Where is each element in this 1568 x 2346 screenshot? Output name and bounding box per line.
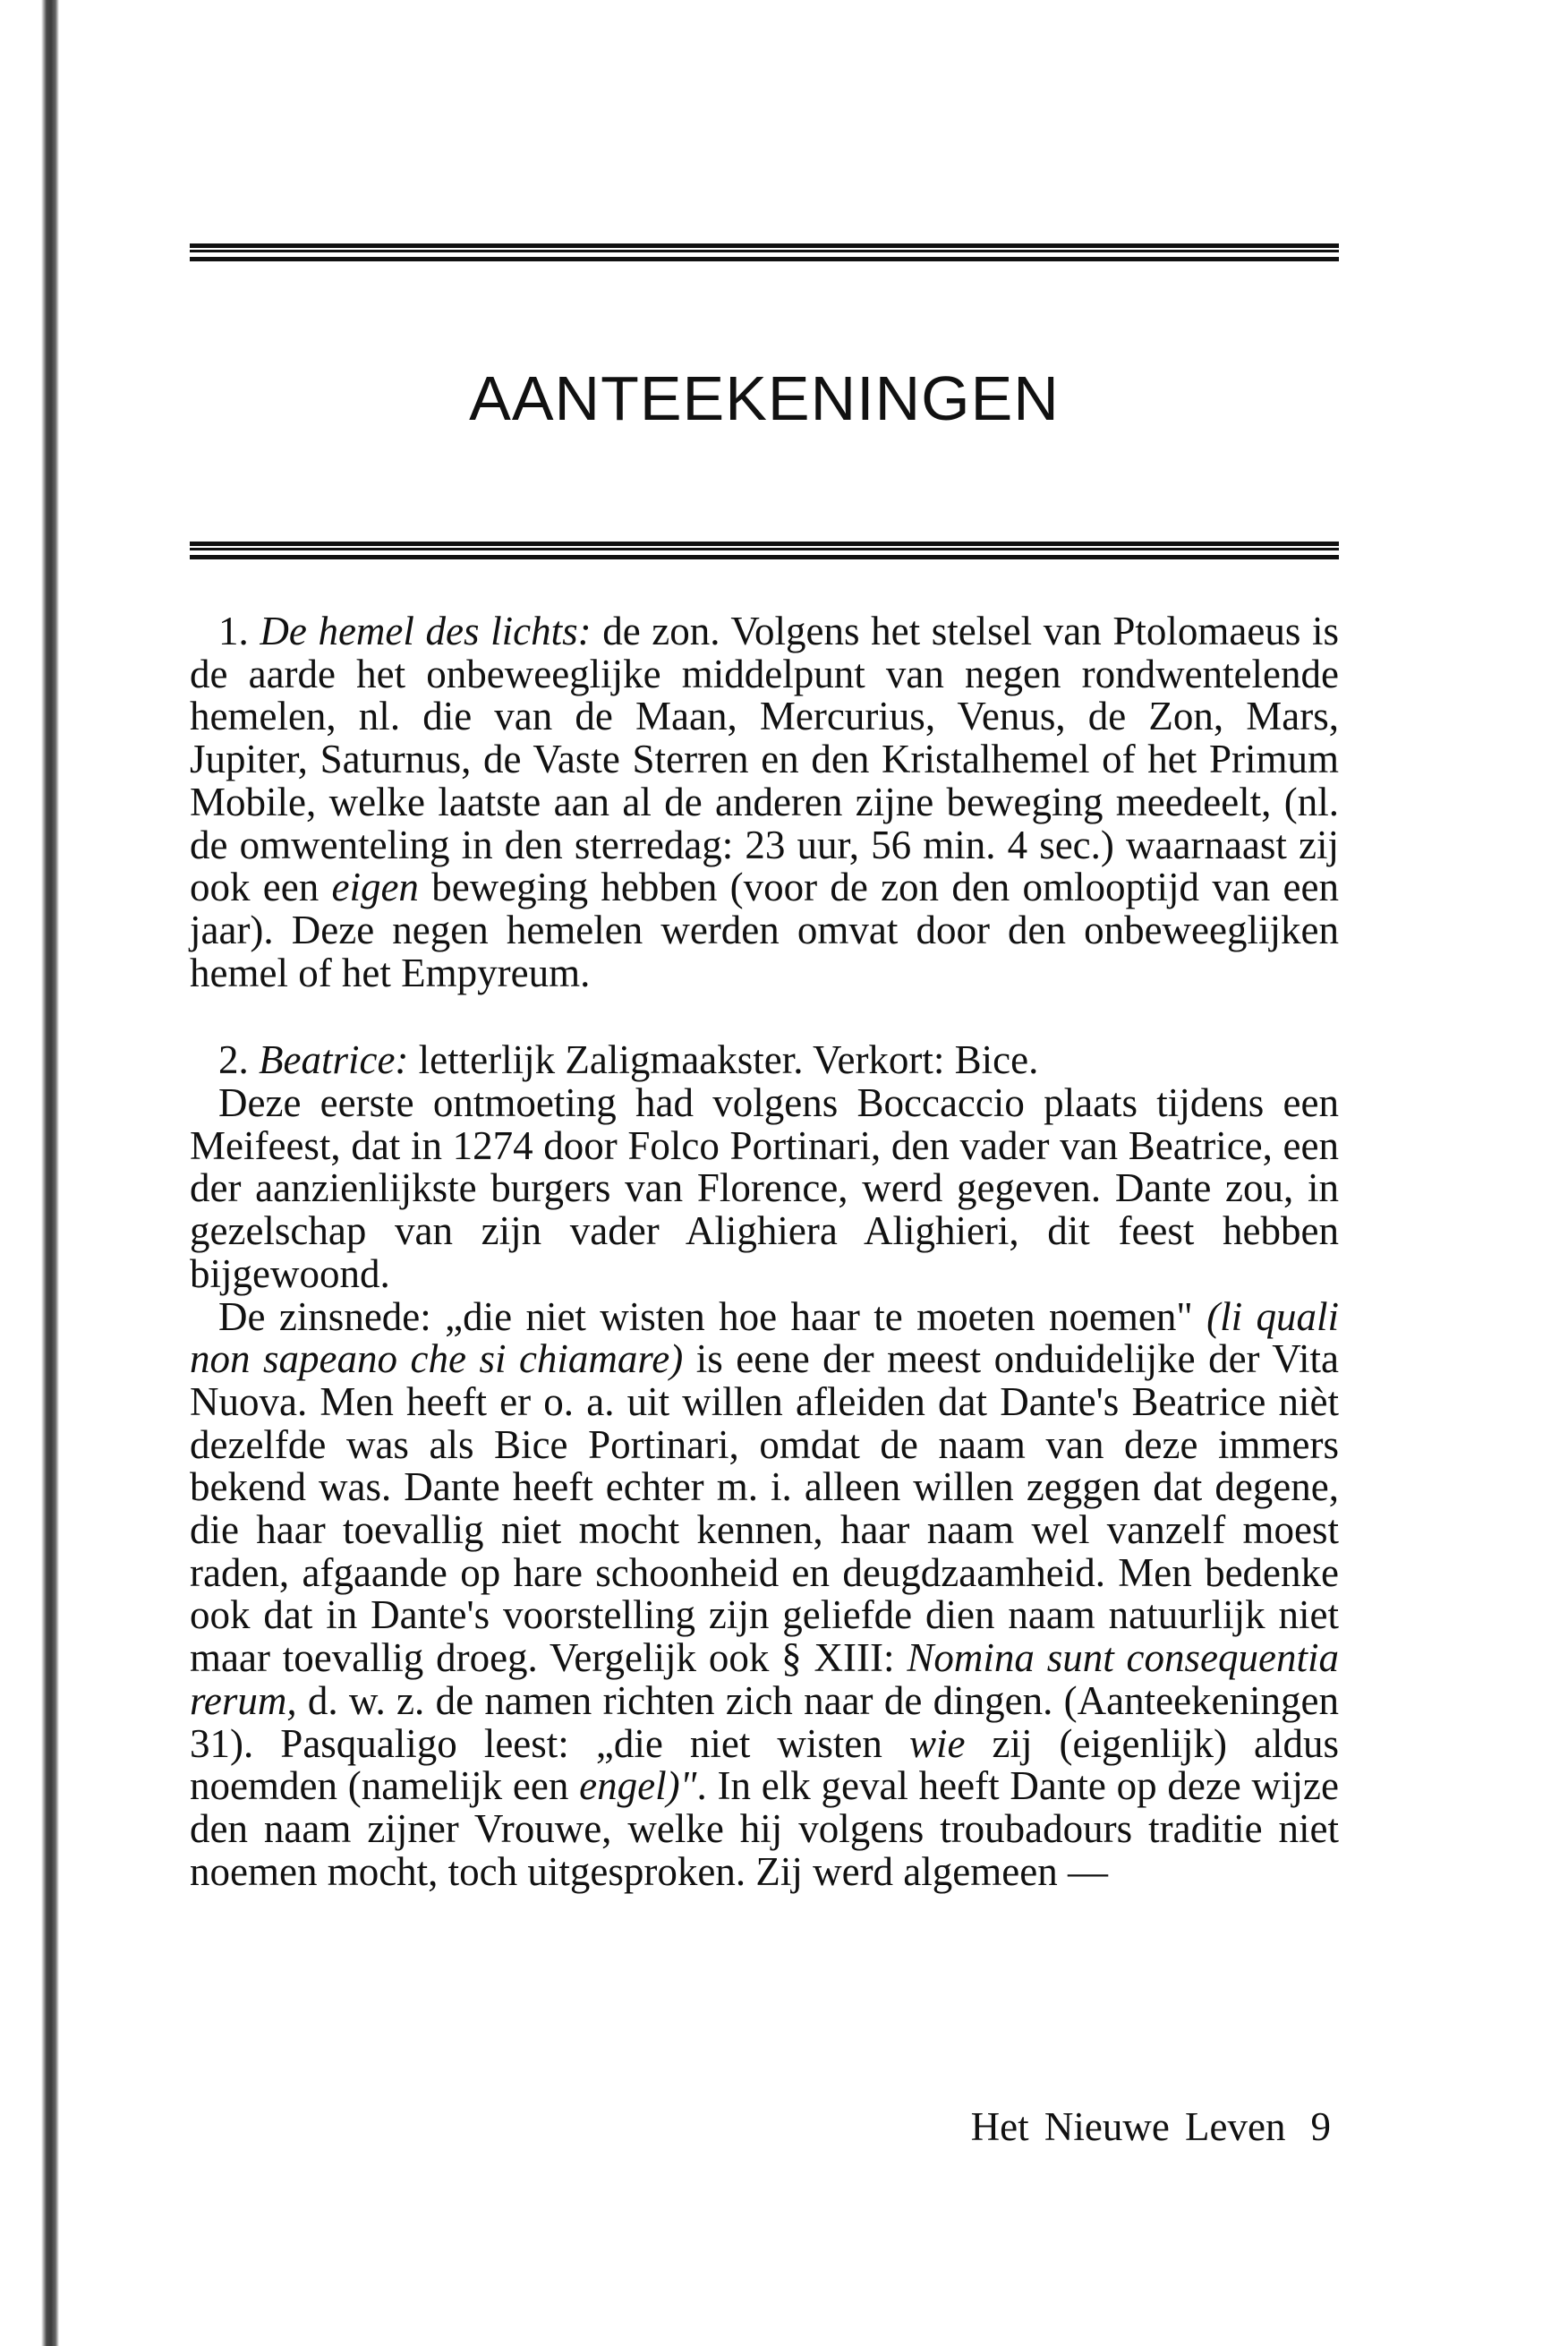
running-title: Het Nieuwe Leven bbox=[970, 2104, 1286, 2149]
notes-body bbox=[190, 610, 1339, 1893]
note-2-paragraph-3 bbox=[190, 1293, 1339, 1894]
page-number: 9 bbox=[1310, 2104, 1331, 2149]
top-double-rule bbox=[190, 243, 1339, 261]
note-1-term: De hemel des lichts: bbox=[260, 609, 592, 653]
note-2-term: Beatrice: bbox=[259, 1037, 409, 1083]
p3-italic-quote: (li quali non sapeano che si chiamare) bbox=[190, 1293, 1339, 1382]
note-1-number: 1. bbox=[218, 609, 249, 653]
p3-text-c: is eene der meest onduidelijke der Vita Nuova. Men heeft er o. a. uit willen afleiden dat Dante's Beatrice nièt dezelfde was als Bice Portinari, omdat de naam van deze immers bekend was. Dante heeft echter m. i. alleen willen zeggen dat degene, die haar toevallig niet mocht kennen, haar naam wel vanzelf moest raden, afgaande op hare schoonheid en deugdzaamheid. Men bedenke ook dat in Dante's voorstelling zijn geliefde dien naam natuurlijk niet maar toevallig droeg. Vergelijk ook § XIII: bbox=[190, 1336, 1339, 1681]
p3-text-i: . In elk geval heeft Dante op deze wijze den naam zijner Vrouwe, welke hij volgens troubadours traditie niet noemen mocht, toch uitgesproken. Zij werd algemeen — bbox=[190, 1763, 1339, 1894]
note-1-text-a: de zon. Volgens het stelsel van Ptolomaeus is de aarde het onbeweeglijke middelpunt van negen rondwentelende hemelen, nl. die van de Maan, Mercurius, Venus, de Zon, Mars, Jupiter, Saturnus, de Vaste Sterren en den Kristalhemel of het Primum Mobile, welke laatste aan al de anderen zijne beweging meedeelt, (nl. de omwenteling in den sterredag: 23 uur, 56 min. 4 sec.) waarnaast zij ook een bbox=[190, 609, 1339, 910]
page-footer bbox=[971, 2103, 1331, 2150]
p3-italic-latin: Nomina sunt consequentia rerum, bbox=[190, 1635, 1339, 1723]
note-2 bbox=[190, 1039, 1339, 1082]
note-1 bbox=[190, 610, 1339, 994]
p3-text-g: zij (eigenlijk) aldus noemden (namelijk een bbox=[190, 1720, 1339, 1809]
book-spine-shadow bbox=[41, 0, 59, 2346]
note-2-number: 2. bbox=[218, 1037, 249, 1083]
note-2-text: letterlijk Zaligmaakster. Verkort: Bice. bbox=[408, 1037, 1039, 1083]
p3-italic-engel: engel)" bbox=[579, 1763, 697, 1809]
note-1-text-b: beweging hebben (voor de zon den omlooptijd van een jaar). Deze negen hemelen werden omvat door den onbeweeglijken hemel of het Empyreum. bbox=[190, 865, 1340, 995]
note-2-paragraph-2: Deze eerste ontmoeting had volgens Boccaccio plaats tijdens een Meifeest, dat in 1274 door Folco Portinari, den vader van Beatrice, een der aanzienlijkste burgers van Florence, werd gegeven. Dante zou, in gezelschap van zijn vader Alighiera Alighieri, dit feest hebben bijgewoond. bbox=[190, 1080, 1339, 1296]
p3-text-a: De zinsnede: „die niet wisten hoe haar te moeten noemen" bbox=[218, 1293, 1207, 1339]
heading-double-rule bbox=[190, 542, 1339, 559]
p3-text-e: d. w. z. de namen richten zich naar de dingen. (Aanteekeningen 31). Pasqualigo leest: „die niet wisten bbox=[190, 1677, 1339, 1766]
note-1-emphasis: eigen bbox=[331, 865, 419, 910]
page-heading: AANTEEKENINGEN bbox=[469, 363, 1060, 433]
p3-italic-wie: wie bbox=[908, 1720, 966, 1766]
